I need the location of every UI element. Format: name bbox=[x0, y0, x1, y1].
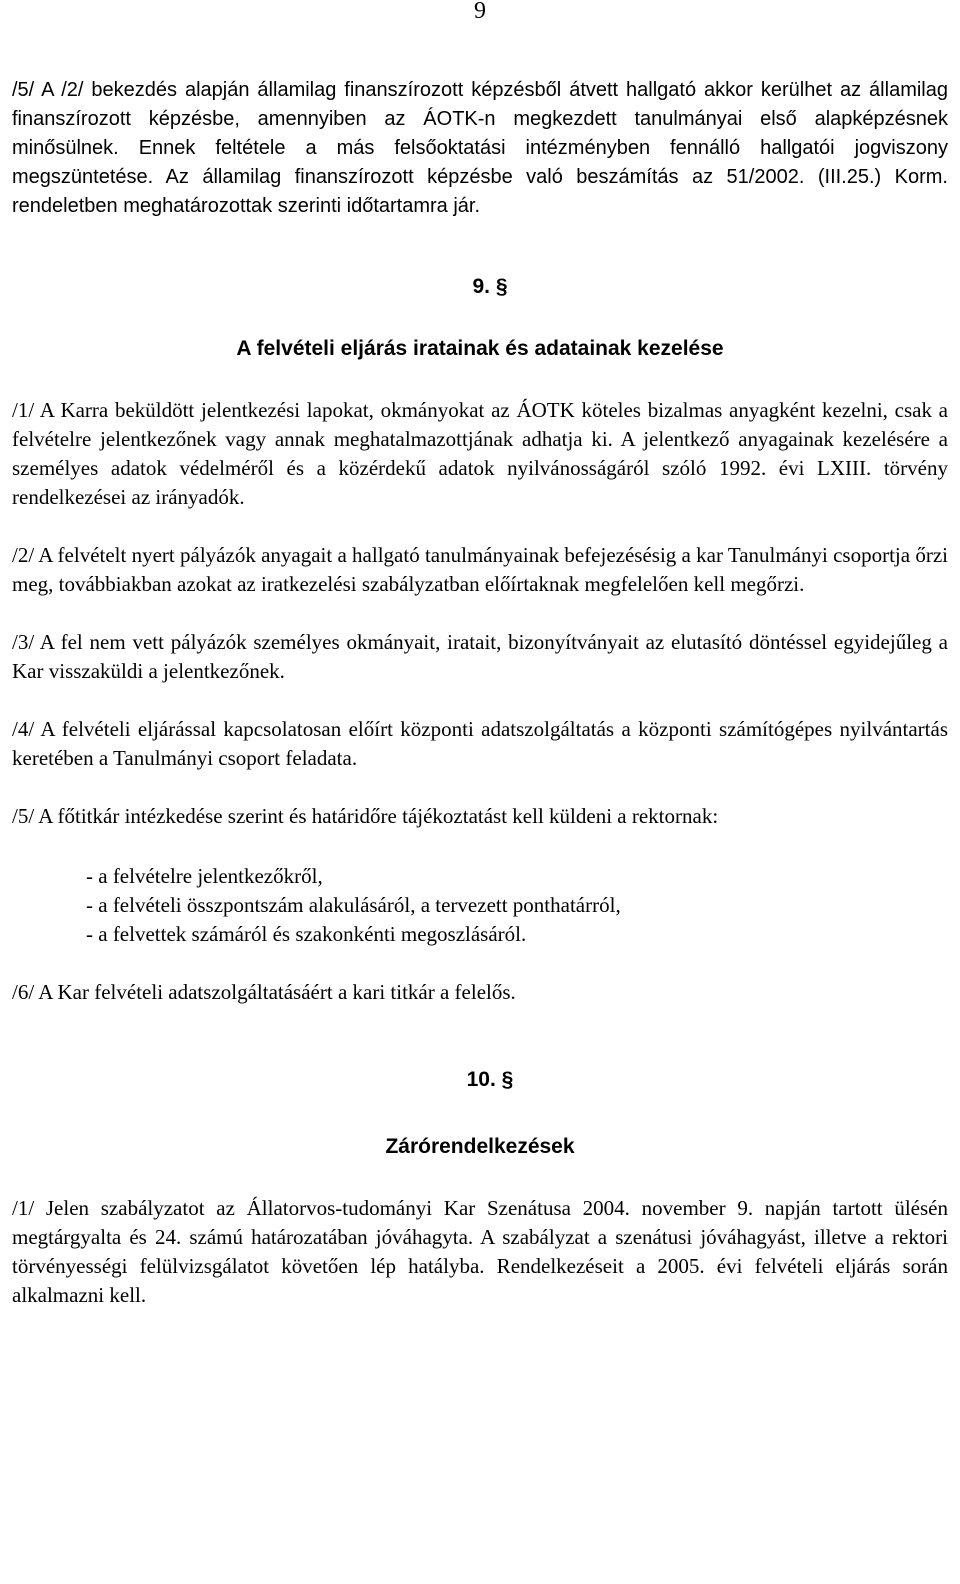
section-9-number: 9. bbox=[472, 275, 490, 298]
list-item: - a felvételi összpontszám alakulásáról, a tervezett ponthatárról, bbox=[86, 893, 621, 917]
list-item: - a felvettek számáról és szakonkénti megoszlásáról. bbox=[86, 922, 527, 946]
section-10-heading-number bbox=[12, 1065, 948, 1095]
intro-paragraph: /5/ A /2/ bekezdés alapján államilag finanszírozott képzésből átvett hallgató akkor kerülhet az államilag finanszírozott képzésbe, amennyiben az ÁOTK-n megkezdett tanulmányai első alapképzésnek minősülnek. Ennek feltétele a más felsőoktatási intézményben fennálló hallgatói jogviszony megszüntetése. Az államilag finanszírozott képzésbe való beszámítás az 51/2002. (III.25.) Korm. rendeletben meghatározottak szerinti időtartamra jár. bbox=[12, 79, 948, 217]
section-9-paragraph-1: /1/ A Karra beküldött jelentkezési lapokat, okmányokat az ÁOTK köteles bizalmas anyagként kezelni, csak a felvételre jelentkezőnek vagy annak meghatalmazottjának adhatja ki. A jelentkező anyagainak kezelésére a személyes adatok védelméről és a közérdekű adatok nyilvánosságáról szóló 1992. évi LXIII. törvény rendelkezései az irányadók. bbox=[12, 398, 948, 509]
list-item: - a felvételre jelentkezőkről, bbox=[86, 864, 323, 888]
section-9-heading-number bbox=[12, 272, 948, 302]
section-9-paragraph-6: /6/ A Kar felvételi adatszolgáltatásáért a kari titkár a felelős. bbox=[12, 980, 516, 1004]
page-number: 9 bbox=[474, 0, 486, 24]
section-9-paragraph-2: /2/ A felvételt nyert pályázók anyagait a hallgató tanulmányainak befejezésésig a kar Tanulmányi csoportja őrzi meg, továbbiakban azokat az iratkezelési szabályzatban előírtaknak megfelelően kell megőrzi. bbox=[12, 543, 948, 596]
section-9-title: A felvételi eljárás iratainak és adatainak kezelése bbox=[236, 337, 724, 360]
section-10-paragraph-1: /1/ Jelen szabályzatot az Állatorvos-tudományi Kar Szenátusa 2004. november 9. napján tartott ülésén megtárgyalta és 24. számú határozatában jóváhagyta. A szabályzat a szenátusi jóváhagyást, illetve a rektori törvényességi felülvizsgálatot követően lép hatályba. Rendelkezéseit a 2005. évi felvételi eljárás során alkalmazni kell. bbox=[12, 1196, 948, 1307]
section-9-paragraph-3: /3/ A fel nem vett pályázók személyes okmányait, iratait, bizonyítványait az elutasító döntéssel egyidejűleg a Kar visszaküldi a jelentkezőnek. bbox=[12, 630, 948, 683]
rector-report-list bbox=[12, 862, 948, 949]
section-9-sign: § bbox=[495, 275, 508, 298]
section-10-number: 10. bbox=[466, 1068, 496, 1091]
section-10-sign: § bbox=[501, 1068, 514, 1091]
document-body bbox=[12, 76, 948, 1310]
section-10-title: Zárórendelkezések bbox=[385, 1135, 575, 1158]
section-9-paragraph-4: /4/ A felvételi eljárással kapcsolatosan előírt központi adatszolgáltatás a központi számítógépes nyilvántartás keretében a Tanulmányi csoport feladata. bbox=[12, 717, 948, 770]
section-9-paragraph-5: /5/ A főtitkár intézkedése szerint és határidőre tájékoztatást kell küldeni a rektornak: bbox=[12, 804, 719, 828]
